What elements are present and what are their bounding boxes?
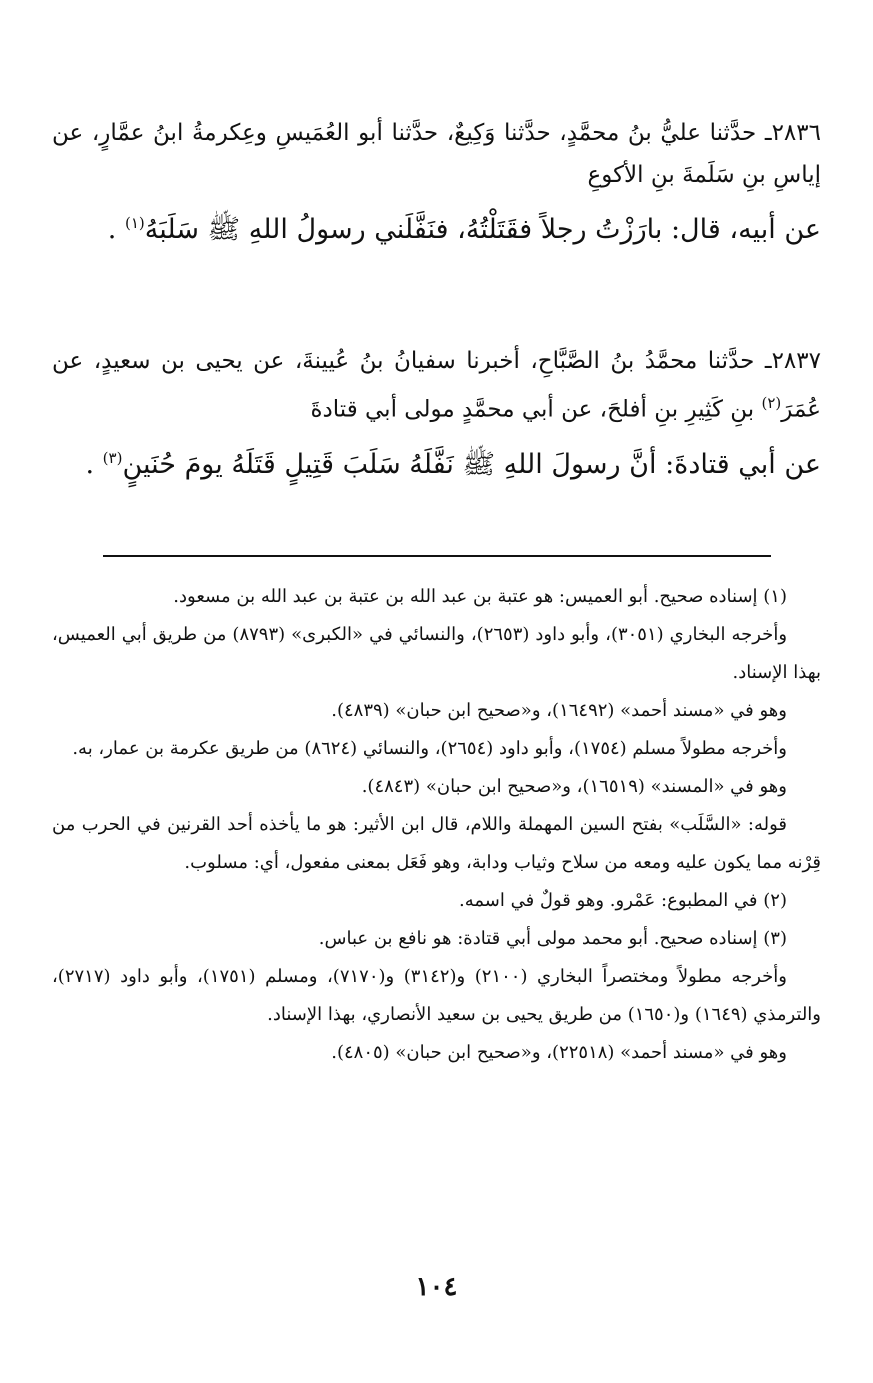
footnote-paragraph: وهو في «مسند أحمد» (٢٢٥١٨)، و«صحيح ابن حبان» (٤٨٠٥). [331, 1042, 787, 1063]
hadith-2837-matn [52, 431, 821, 492]
hadith-2837 [52, 340, 821, 492]
footnote-paragraph: (١) إسناده صحيح. أبو العميس: هو عتبة بن عبد الله بن عتبة بن عبد الله بن مسعود. [173, 586, 787, 607]
hadith-2836-matn-text: عن أبيه، قال: بارَزْتُ رجلاً فقَتَلْتُهُ، فنَفَّلَني رسولُ اللهِ ﷺ سَلَبَهُ [144, 214, 821, 245]
hadith-2836-matn [52, 196, 821, 257]
hadith-2836-isnad: ٢٨٣٦ـ حدَّثنا عليُّ بنُ محمَّدٍ، حدَّثنا وَكِيعٌ، حدَّثنا أبو العُمَيسِ وعِكرمةُ ابنُ عمَّارٍ، عن إياسِ بنِ سَلَمةَ بنِ الأكوعِ [52, 120, 821, 188]
footnote-paragraph: وأخرجه البخاري (٣٠٥١)، وأبو داود (٢٦٥٣)، والنسائي في «الكبرى» (٨٧٩٣) من طريق أبي العميس، بهذا الإسناد. [52, 624, 821, 683]
hadith-2837-isnad-part-a: ٢٨٣٧ـ حدَّثنا محمَّدُ بنُ الصَّبَّاحِ، أخبرنا سفيانُ بنُ عُيينةَ، عن يحيى بن سعيدٍ، عن عُمَرَ [52, 348, 821, 423]
footnote-paragraph: وهو في «مسند أحمد» (١٦٤٩٢)، و«صحيح ابن حبان» (٤٨٣٩). [331, 700, 787, 721]
footnote-ref-1: (١) [124, 214, 145, 232]
footnote-ref-2: (٢) [761, 394, 782, 412]
footnote-paragraph: وهو في «المسند» (١٦٥١٩)، و«صحيح ابن حبان» (٤٨٤٣). [361, 776, 787, 797]
footnotes [52, 578, 821, 1072]
hadith-2837-matn-end: . [85, 448, 95, 480]
hadith-2837-isnad [52, 340, 821, 431]
hadith-2837-isnad-part-b: بنِ كَثِيرِ بنِ أفلحَ، عن أبي محمَّدٍ مولى أبي قتادةَ [310, 396, 755, 423]
footnote-paragraph: قوله: «السَّلَب» بفتح السين المهملة واللام، قال ابن الأثير: هو ما يأخذه أحد القرنين في الحرب من قِرْنه مما يكون عليه ومعه من سلاح وثياب ودابة، وهو فَعَل بمعنى مفعول، أي: مسلوب. [52, 814, 821, 873]
footnote-paragraph: وأخرجه مطولاً ومختصراً البخاري (٢١٠٠) و(٣١٤٢) و(٧١٧٠)، ومسلم (١٧٥١)، وأبو داود (٢٧١٧)، والترمذي (١٦٤٩) و(١٦٥٠) من طريق يحيى بن سعيد الأنصاري، بهذا الإسناد. [52, 966, 821, 1025]
footnote-paragraph: وأخرجه مطولاً مسلم (١٧٥٤)، وأبو داود (٢٦٥٤)، والنسائي (٨٦٢٤) من طريق عكرمة بن عمار، به. [72, 738, 787, 759]
footnote-ref-3: (٣) [102, 448, 123, 467]
footnote-divider [103, 555, 771, 557]
hadith-2836 [52, 112, 821, 257]
footnote-paragraph: (٢) في المطبوع: عَمْرو. وهو قولٌ في اسمه. [458, 890, 787, 911]
page-number: ١٠٤ [415, 1272, 458, 1302]
footnote-paragraph: (٣) إسناده صحيح. أبو محمد مولى أبي قتادة: هو نافع بن عباس. [318, 928, 787, 949]
hadith-2836-matn-end: . [107, 214, 117, 245]
hadith-2837-matn-text: عن أبي قتادةَ: أنَّ رسولَ اللهِ ﷺ نَفَّلَهُ سَلَبَ قَتِيلٍ قَتَلَهُ يومَ حُنَينٍ [122, 448, 821, 480]
